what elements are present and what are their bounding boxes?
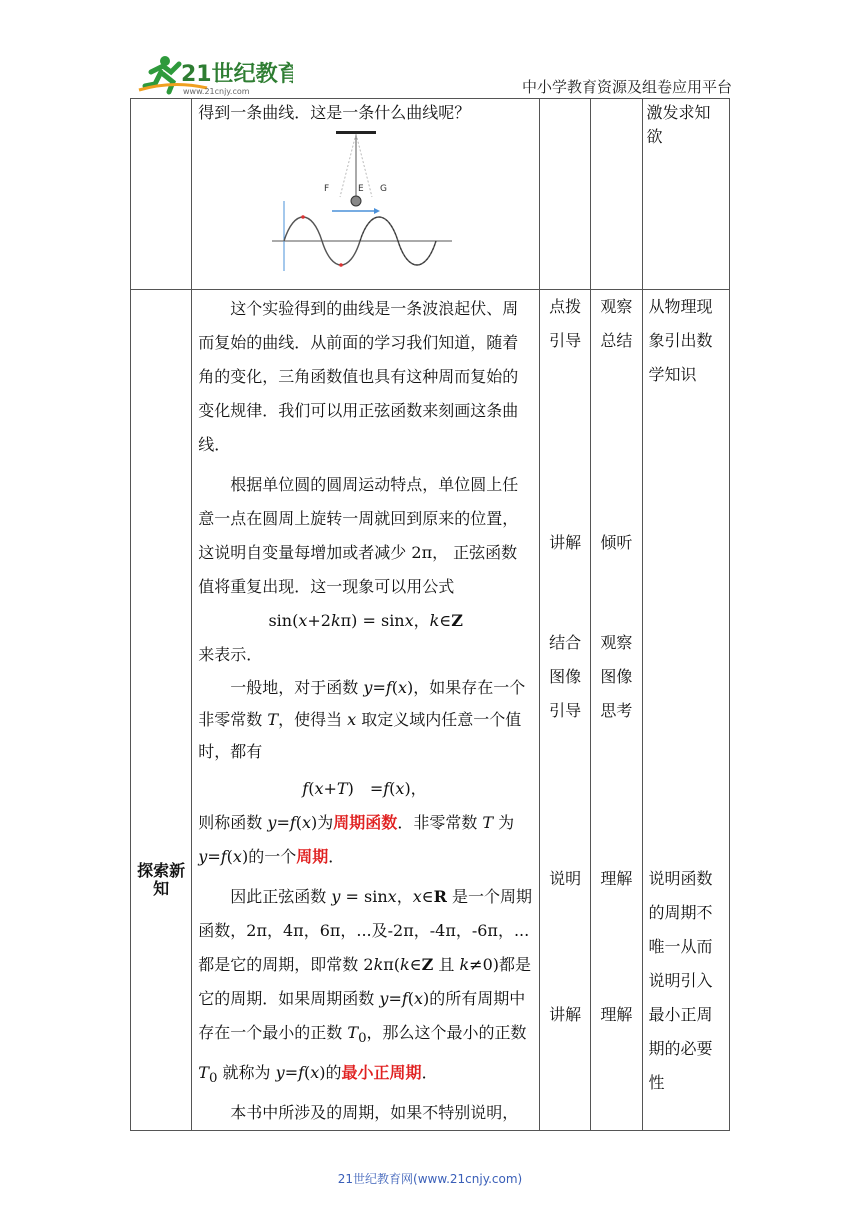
paragraph: 来表示． xyxy=(198,645,263,664)
svg-text:F: F xyxy=(324,184,330,194)
student-activity: 理解 xyxy=(600,1005,633,1024)
intent-cell xyxy=(642,99,729,290)
paragraph: 本书中所涉及的周期，如果不特别说明， xyxy=(230,1103,519,1123)
teacher-activity: 说明 xyxy=(549,869,582,888)
svg-text:E: E xyxy=(358,184,364,194)
student-activity: 观察总结 xyxy=(600,297,633,350)
student-activity: 理解 xyxy=(600,869,633,888)
intent-text: 从物理现象引出数学知识 xyxy=(648,297,713,384)
intent-text: 激发求知欲 xyxy=(646,103,711,146)
runner-logo-icon xyxy=(133,50,293,98)
student-activity: 倾听 xyxy=(600,533,633,552)
row1-text: 得到一条曲线．这是一条什么曲线呢？ xyxy=(198,103,471,122)
table-row xyxy=(131,99,730,290)
teacher-cell xyxy=(540,290,591,1131)
section-cell xyxy=(131,290,192,1131)
paragraph: 这个实验得到的曲线是一条波浪起伏、周而复始的曲线．从前面的学习我们知道，随着角的变化，三角函数值也具有这种周而复始的变化规律．我们可以用正弦函数来刻画这条曲线． xyxy=(198,299,519,454)
paragraph: 因此正弦函数 y = sinx，x∈R 是一个周期函数，2π，4π，6π，...及-2π，-4π，-6π，...都是它的周期，即常数 2kπ(k∈Z 且 k≠0)都是它的周期．如果周期函数 y=f(x)的所有周期中存在一个最小的正数 $T_0$，那么这个最小的正数 $T_0$ 就称为 y=f(x)的最小正周期． xyxy=(198,887,532,1087)
section-cell xyxy=(131,99,192,290)
teacher-activity: 讲解 xyxy=(549,533,582,552)
teacher-activity: 点拨引导 xyxy=(549,297,582,350)
section-label: 探索新知 xyxy=(137,861,186,898)
pendulum-figure xyxy=(272,129,462,279)
student-activity: 观察图像思考 xyxy=(600,633,633,720)
formula: sin(x+2kπ) = sinx，k∈Z xyxy=(268,611,463,630)
teacher-activity: 结合图像引导 xyxy=(549,633,582,720)
paragraph: 则称函数 y=f(x)为周期函数．非零常数 T 为 xyxy=(198,813,515,832)
svg-text:www.21cnjy.com: www.21cnjy.com xyxy=(183,87,250,96)
header-platform-text: 中小学教育资源及组卷应用平台 xyxy=(521,78,732,96)
table-row xyxy=(131,290,730,1131)
svg-text:G: G xyxy=(380,184,388,194)
student-cell xyxy=(591,290,642,1131)
footer-text: 21世纪教育网(www.21cnjy.com) xyxy=(337,1172,523,1186)
teacher-cell xyxy=(540,99,591,290)
content-cell xyxy=(192,99,540,290)
paragraph: 一般地，对于函数 y=f(x)，如果存在一个非零常数 T，使得当 x 取定义域内任意一个值时，都有 xyxy=(198,678,526,761)
site-logo xyxy=(133,50,293,98)
intent-cell xyxy=(642,290,729,1131)
paragraph: 根据单位圆的圆周运动特点，单位圆上任意一点在圆周上旋转一周就回到原来的位置，这说明自变量每增加或者减少 2π， 正弦函数值将重复出现．这一现象可以用公式 xyxy=(198,475,519,596)
student-cell xyxy=(591,99,642,290)
content-cell xyxy=(192,290,540,1131)
formula: f(x+T) =f(x)， xyxy=(302,779,427,798)
intent-text: 说明函数的周期不唯一从而说明引入最小正周期的必要性 xyxy=(648,869,713,1092)
paragraph: y=f(x)的一个周期． xyxy=(198,847,345,866)
svg-text:21世纪教育: 21世纪教育 xyxy=(181,62,293,87)
lesson-table xyxy=(130,98,730,1131)
teacher-activity: 讲解 xyxy=(549,1005,582,1024)
